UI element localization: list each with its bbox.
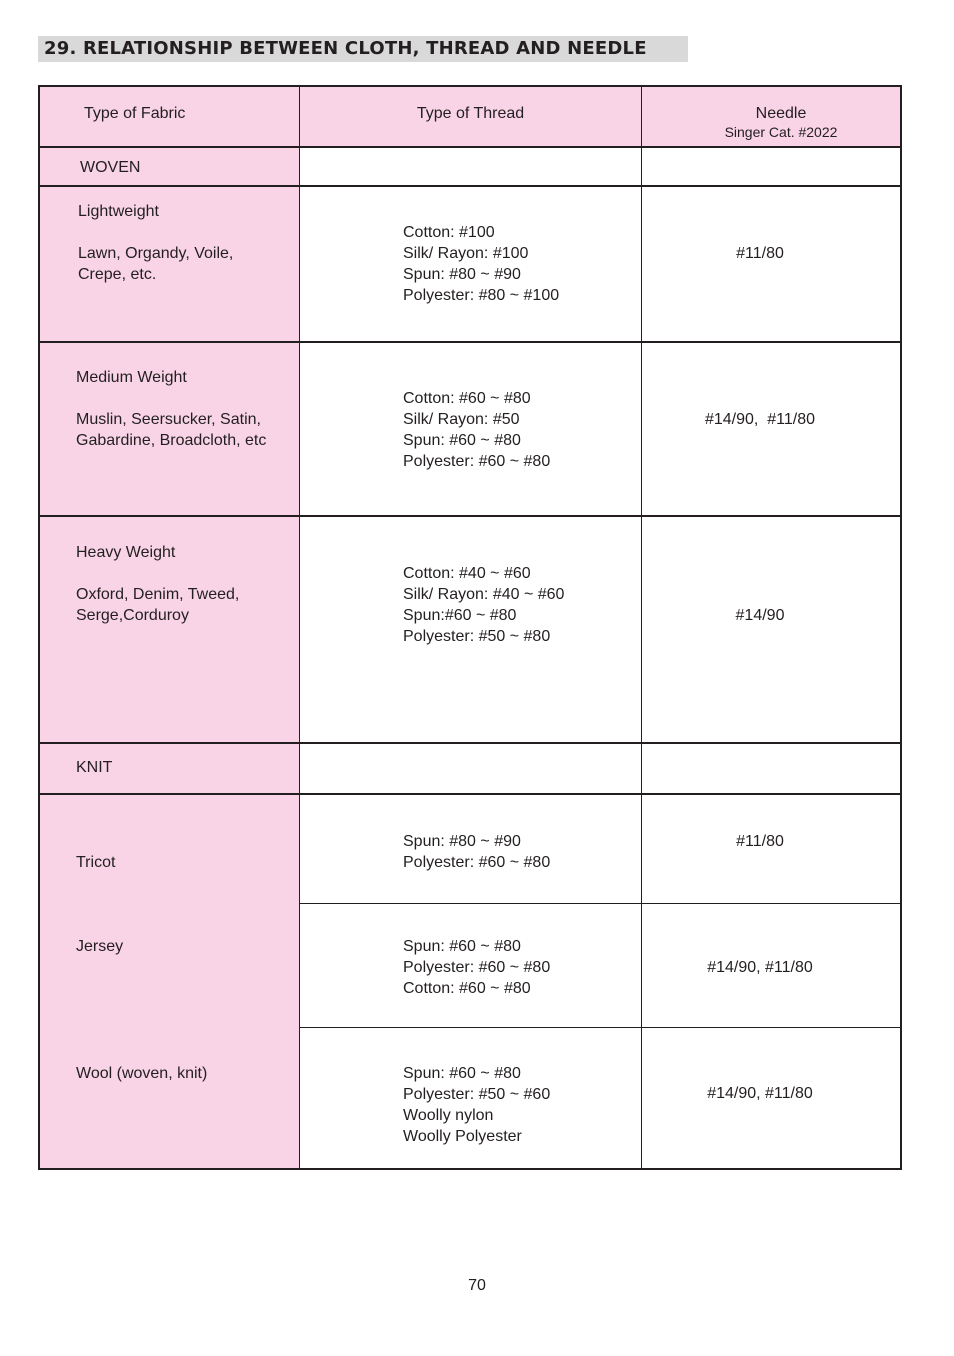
thread-line: Woolly Polyester bbox=[403, 1128, 522, 1145]
fabric-desc-line: Gabardine, Broadcloth, etc bbox=[76, 432, 267, 449]
fabric-title: Medium Weight bbox=[76, 369, 187, 386]
header-needle: Needle bbox=[755, 105, 807, 122]
fabric-desc-line: Serge,Corduroy bbox=[76, 607, 189, 624]
needle-size: #14/90, #11/80 bbox=[707, 959, 813, 976]
fabric-desc-line: Oxford, Denim, Tweed, bbox=[76, 586, 240, 603]
thread-line: Polyester: #50 ~ #60 bbox=[403, 1086, 551, 1103]
header-fabric: Type of Fabric bbox=[84, 105, 186, 122]
group-knit: KNIT bbox=[76, 759, 113, 776]
page-number: 70 bbox=[468, 1277, 486, 1294]
row-divider bbox=[40, 341, 900, 343]
row-divider bbox=[40, 742, 900, 744]
row-divider bbox=[40, 515, 900, 517]
cloth-thread-needle-table bbox=[38, 85, 902, 1170]
fabric-desc-line: Muslin, Seersucker, Satin, bbox=[76, 411, 261, 428]
thread-line: Spun:#60 ~ #80 bbox=[403, 607, 517, 624]
thread-line: Cotton: #40 ~ #60 bbox=[403, 565, 531, 582]
thread-line: Spun: #80 ~ #90 bbox=[403, 833, 521, 850]
thread-line: Spun: #60 ~ #80 bbox=[403, 432, 521, 449]
thread-line: Polyester: #60 ~ #80 bbox=[403, 453, 551, 470]
thread-line: Spun: #60 ~ #80 bbox=[403, 938, 521, 955]
needle-size: #14/90, #11/80 bbox=[707, 1085, 813, 1102]
thread-line: Spun: #80 ~ #90 bbox=[403, 266, 521, 283]
thread-line: Spun: #60 ~ #80 bbox=[403, 1065, 521, 1082]
fabric-title: Wool (woven, knit) bbox=[76, 1065, 208, 1082]
thread-line: Silk/ Rayon: #100 bbox=[403, 245, 529, 262]
needle-size: #14/90 bbox=[735, 607, 785, 624]
thread-line: Polyester: #50 ~ #80 bbox=[403, 628, 551, 645]
thread-line: Cotton: #100 bbox=[403, 224, 495, 241]
thread-line: Polyester: #80 ~ #100 bbox=[403, 287, 560, 304]
thread-line: Cotton: #60 ~ #80 bbox=[403, 980, 531, 997]
needle-size: #14/90, #11/80 bbox=[704, 411, 816, 428]
row-divider bbox=[40, 185, 900, 187]
fabric-title: Tricot bbox=[76, 854, 116, 871]
thread-line: Cotton: #60 ~ #80 bbox=[403, 390, 531, 407]
row-divider bbox=[300, 1027, 900, 1028]
group-woven: WOVEN bbox=[80, 159, 141, 176]
needle-size: #11/80 bbox=[736, 245, 784, 262]
thread-line: Silk/ Rayon: #40 ~ #60 bbox=[403, 586, 565, 603]
thread-line: Silk/ Rayon: #50 bbox=[403, 411, 520, 428]
column-divider bbox=[299, 87, 300, 1168]
fabric-desc-line: Lawn, Organdy, Voile, bbox=[78, 245, 234, 262]
header-thread: Type of Thread bbox=[416, 105, 525, 122]
section-title: 29. RELATIONSHIP BETWEEN CLOTH, THREAD AND NEEDLE bbox=[38, 36, 688, 62]
header-needle-catalog: Singer Cat. #2022 bbox=[724, 124, 838, 140]
needle-size: #11/80 bbox=[736, 833, 784, 850]
fabric-title: Jersey bbox=[76, 938, 124, 955]
fabric-title: Lightweight bbox=[78, 203, 159, 220]
thread-line: Polyester: #60 ~ #80 bbox=[403, 854, 551, 871]
fabric-desc-line: Crepe, etc. bbox=[78, 266, 157, 283]
row-divider bbox=[300, 903, 900, 904]
fabric-title: Heavy Weight bbox=[76, 544, 176, 561]
thread-line: Woolly nylon bbox=[403, 1107, 494, 1124]
row-divider bbox=[40, 793, 900, 795]
row-divider bbox=[40, 146, 900, 148]
thread-line: Polyester: #60 ~ #80 bbox=[403, 959, 551, 976]
